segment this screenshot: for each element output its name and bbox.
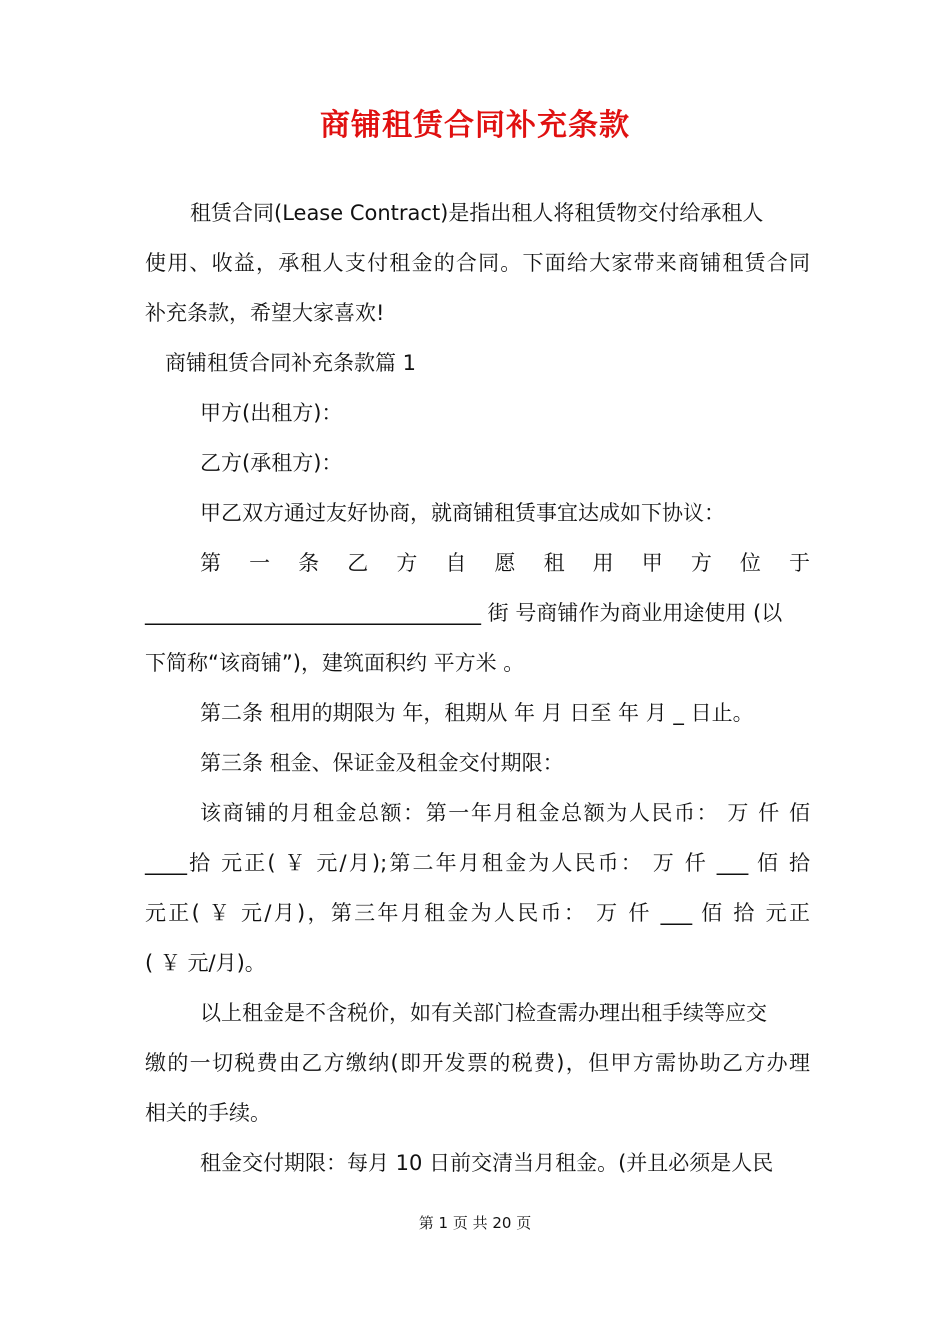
paragraph-line: 下简称“该商铺”)，建筑面积约 平方米 。 [145,651,525,675]
paragraph-line: 缴的一切税费由乙方缴纳(即开发票的税费)，但甲方需协助乙方办理 [145,1051,810,1075]
paragraph-line: 第三条 租金、保证金及租金交付期限： [200,751,564,775]
paragraph-line: ____拾 元正( ￥ 元/月);第二年月租金为人民币： 万 仟 ___ 佰 拾 [145,851,810,875]
paragraph-line: 补充条款，希望大家喜欢! [145,301,385,325]
paragraph-line: 租金交付期限：每月 10 日前交清当月租金。(并且必须是人民 [200,1151,774,1175]
paragraph-line: 第二条 租用的期限为 年，租期从 年 月 日至 年 月 _ 日止。 [200,701,754,725]
paragraph-line: 以上租金是不含税价，如有关部门检查需办理出租手续等应交 [200,1001,767,1025]
paragraph-line: 该商铺的月租金总额：第一年月租金总额为人民币： 万 仟 佰 [200,801,810,825]
paragraph-line: 甲乙双方通过友好协商，就商铺租赁事宜达成如下协议： [200,501,725,525]
paragraph-line: ( ￥ 元/月)。 [145,951,266,975]
page-footer: 第 1 页 共 20 页 [418,1214,532,1232]
paragraph-line: 使用、收益，承租人支付租金的合同。下面给大家带来商铺租赁合同 [145,251,810,275]
document-title: 商铺租赁合同补充条款 [320,108,630,143]
paragraph-line: 甲方(出租方)： [200,401,343,425]
paragraph-line: 元正( ￥ 元/月)，第三年月租金为人民币： 万 仟 ___ 佰 拾 元正 [145,901,810,925]
paragraph-line: 乙方(承租方)： [200,451,343,475]
paragraph-line: ________________________________ 街 号商铺作为商业用途使用 (以 [145,601,783,625]
paragraph-line: 租赁合同(Lease Contract)是指出租人将租赁物交付给承租人 [190,201,764,225]
section-heading: 商铺租赁合同补充条款篇 1 [165,351,417,375]
paragraph-line: 相关的手续。 [145,1101,271,1125]
paragraph-line: 第 一 条 乙 方 自 愿 租 用 甲 方 位 于 [200,551,810,575]
